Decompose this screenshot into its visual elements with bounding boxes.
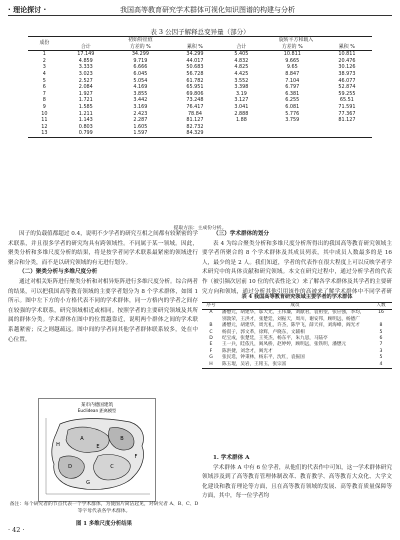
table3-subheader: 合计 bbox=[61, 44, 111, 51]
table-cell: B bbox=[209, 323, 213, 329]
table-cell: 2.527 bbox=[78, 77, 93, 84]
table-cell: 0.803 bbox=[78, 123, 93, 130]
table-row bbox=[28, 84, 372, 91]
table-cell: 44.017 bbox=[186, 57, 204, 64]
table-cell: 2 bbox=[42, 57, 46, 64]
table-cell: 61.782 bbox=[186, 77, 204, 84]
table-cell: 3.855 bbox=[133, 90, 148, 97]
table3-subheader: 合计 bbox=[220, 44, 263, 51]
table-cell: 7 bbox=[42, 90, 46, 97]
table-cell: 1.211 bbox=[78, 110, 93, 117]
table-cell: 2.888 bbox=[234, 110, 249, 117]
table-cell: 1.585 bbox=[78, 103, 93, 110]
table3-subheader: 方差的 % bbox=[263, 44, 322, 51]
table3-subheader: 方差的 % bbox=[111, 44, 170, 51]
table-cell bbox=[322, 130, 372, 137]
cluster-label-d: D bbox=[68, 464, 72, 470]
table-cell: 34.299 bbox=[131, 51, 149, 58]
figure1-mds-plot bbox=[38, 398, 156, 502]
table-cell: 81.127 bbox=[186, 117, 204, 124]
table4-col-members: 成员 bbox=[220, 303, 370, 310]
table-cell: 5 bbox=[379, 355, 383, 361]
table-cell: 6 bbox=[379, 336, 383, 342]
table-cell: 2.084 bbox=[78, 84, 93, 91]
figure1-caption: 图 1 多维尺度分析结果 bbox=[75, 521, 133, 527]
table-cell: 12 bbox=[41, 123, 48, 130]
table3 bbox=[28, 36, 372, 138]
table-cell: 潘懋元，胡建华，周光礼，许杰，陈学飞，薛天祥，刘海峰，阎光才 bbox=[222, 323, 360, 329]
table-cell: 1.721 bbox=[78, 97, 93, 104]
table-cell: 56.728 bbox=[186, 70, 204, 77]
table-cell: 王一兵，眭依凡，阎凤桥，赵婷婷，顾明远，张铁明，潘懋元 bbox=[222, 342, 347, 348]
table-cell: H bbox=[202, 362, 220, 369]
paragraph: 学术群体 A 中有 6 位学者，从他们的代表作中可知，这一学术群体研究领域涉及到了高等教育管理体制改革、教育教学、高等教育大众化、大学文化建设和教育理论等方面，且在高等教育领域的发展、高等教育质量保障等方面，其中，每一位学者均 bbox=[202, 464, 392, 500]
table-cell bbox=[322, 124, 372, 131]
section-heading: （二）聚类分析与多维尺度分析 bbox=[19, 269, 98, 276]
table-cell: 3.759 bbox=[285, 117, 300, 124]
table-cell: 7.104 bbox=[285, 77, 300, 84]
table-cell: 5.405 bbox=[234, 51, 249, 58]
section-label: · 理论探讨 · bbox=[8, 6, 47, 14]
table-cell: 13 bbox=[28, 130, 61, 137]
table-cell: 2.287 bbox=[133, 117, 148, 124]
cluster-label-a: A bbox=[80, 436, 84, 442]
table-cell: D bbox=[209, 336, 213, 342]
table-cell: 4.832 bbox=[234, 57, 249, 64]
table4-col-count: 人数 bbox=[370, 303, 392, 310]
table-cell: 17.149 bbox=[77, 51, 95, 58]
table-row bbox=[28, 130, 372, 137]
figure1-note: 备注：每个研究者的节点代表一个学术群体，为使图片简洁起见，对研究者 A、B、C、D 等字母代表各学术群体。 bbox=[9, 502, 199, 514]
table-cell: 76.417 bbox=[186, 103, 204, 110]
table-cell: 82.732 bbox=[186, 123, 204, 130]
table-cell: 59.255 bbox=[338, 90, 356, 97]
table-cell: 5.054 bbox=[133, 77, 148, 84]
table-cell: 9.719 bbox=[133, 57, 148, 64]
header-rule bbox=[8, 15, 392, 16]
cluster-label-c: C bbox=[110, 464, 114, 470]
table-row bbox=[28, 78, 372, 85]
table-cell: 69.806 bbox=[186, 90, 204, 97]
table-cell: 3.023 bbox=[78, 70, 93, 77]
table-cell: 3.442 bbox=[133, 97, 148, 104]
running-title: 我国高等教育研究学术群体可视化知识图谱的构建与分析 bbox=[120, 6, 295, 14]
table-cell: 6.666 bbox=[133, 64, 148, 71]
table3-note: 提取方法：主成份分析。 bbox=[173, 226, 227, 231]
table-cell: 4.859 bbox=[78, 57, 93, 64]
table-cell: 3.041 bbox=[234, 103, 249, 110]
table-cell: 张民选，钟秉林，杨东平，沈红，袁振国 bbox=[222, 355, 305, 361]
section-heading: （三）学术群体的划分 bbox=[213, 231, 269, 237]
table4-col-index: 序号 bbox=[202, 303, 220, 310]
table-cell: 7 bbox=[379, 342, 383, 348]
table-cell: 6.381 bbox=[285, 90, 300, 97]
table-cell: 3.169 bbox=[133, 103, 148, 110]
table3-subheader: 累积 % bbox=[170, 44, 220, 51]
table-cell: 81.127 bbox=[338, 117, 356, 124]
figure-title-en: Euclidean 距离模型 bbox=[77, 408, 117, 413]
table-cell: 84.329 bbox=[170, 130, 220, 137]
table4 bbox=[202, 302, 392, 369]
table-cell: 50.683 bbox=[186, 64, 204, 71]
table-cell: 4 bbox=[370, 362, 392, 369]
table-cell: 1.88 bbox=[235, 117, 247, 124]
table-cell bbox=[263, 130, 322, 137]
table-cell: 73.248 bbox=[186, 97, 204, 104]
table-cell: 10.811 bbox=[283, 51, 301, 58]
table-cell: 1 bbox=[42, 51, 46, 58]
table-cell: 4.425 bbox=[234, 70, 249, 77]
table-cell: 6.797 bbox=[285, 84, 300, 91]
table-cell: 2.423 bbox=[133, 110, 148, 117]
table-cell: E bbox=[209, 342, 213, 348]
table-cell: 34.299 bbox=[186, 51, 204, 58]
figure-title-cn: 某市内德国建筑 bbox=[80, 403, 114, 408]
table-cell: 8.847 bbox=[285, 70, 300, 77]
paragraph: 因子的负载值都超过 0.4，说明不少学者的研究互相之间都有较紧密的学术联系，并且很多学者的研究均具有跨领域性。不同属于某一领域。因此，聚类分析和多维尺度分析的结果，将是按学者同学术联系最紧密的领域进行聚合和分类，而不是以研究领域的有无进行划分。 bbox=[8, 231, 198, 266]
table-cell: 8 bbox=[42, 97, 46, 104]
table3-group-rotated: 旋转平方和载入 bbox=[220, 37, 372, 44]
table-cell: 6.255 bbox=[285, 97, 300, 104]
table-cell: 65.951 bbox=[186, 84, 204, 91]
table-row bbox=[28, 71, 372, 78]
table-cell: 4 bbox=[42, 70, 46, 77]
paragraph: 表 4 为综合聚类分析和多维尺度分析所得出的我国高等教育研究领域主要学者所聚合的 8 个学术群体及其成员列表，其中成员人数最多的是 16 人，最少的是 2 人。我们知道，学者的代表作在很大程度上可以反映学者学术研究中的具体贡献和研究领域。本文在研究过程中，通过分析学者的代表作（被引频次居前 10 位的代表性论文）来了解各学术群体及其学者的主要研究方向和领域，通过分析其他引用该作的高被来了解学术群体中不同学者研 bbox=[202, 240, 392, 295]
table-cell: 9.65 bbox=[286, 64, 298, 71]
table-cell: 71.591 bbox=[338, 103, 356, 110]
table-cell: 77.367 bbox=[338, 110, 356, 117]
page-number: · 42 · bbox=[8, 526, 25, 534]
table-cell: 20.476 bbox=[338, 57, 356, 64]
table-cell bbox=[220, 130, 263, 137]
right-text-continued bbox=[202, 454, 392, 502]
table-row bbox=[28, 58, 372, 65]
cluster-label-f: F bbox=[134, 454, 138, 460]
table3-group-initial: 初始特征值 bbox=[61, 37, 220, 44]
table-cell: 4.169 bbox=[133, 84, 148, 91]
table3-subheader: 累积 % bbox=[322, 44, 372, 51]
table-cell: 潘懋元，胡建华，邬大光，王伟廉，刘献君，袁祖望，张应强，李均，别敦荣，王洪才，张楚廷，刘振天，周川，谢安邦，顾明远，杨德广 bbox=[222, 310, 365, 322]
table-cell: 5 bbox=[42, 77, 46, 84]
table-cell: 6.045 bbox=[133, 70, 148, 77]
table3-caption: 表 3 公因子解释总变异量（部分） bbox=[150, 28, 250, 36]
table-cell: 38.973 bbox=[338, 70, 356, 77]
table-cell: 5.776 bbox=[285, 110, 300, 117]
table-row bbox=[28, 91, 372, 98]
table-row bbox=[28, 111, 372, 118]
paragraph: 通过对相关矩阵进行聚类分析和对相异矩阵进行多维尺度分析。综合两者的结果，可以把我国高等教育领域的主要学者划分为 8 个学术群体，如图 1 所示。图中左下方的小方格代表不同的学术群体，同一方格内的学者之间存在较强的学术联系，研究领域相近或相同。按照学者的主要研究领域及其所属的群体分类。学术群体在图中的位置越靠近，说明两个群体之间的学术联系越紧密；反之则越疏远。图中间的学者同其他学者群体联系较多，处在中心位置。 bbox=[8, 278, 199, 343]
table-row bbox=[28, 124, 372, 131]
table-cell: 65.51 bbox=[339, 97, 354, 104]
table-cell: 9.665 bbox=[285, 57, 300, 64]
table-cell: 陈洪捷，刘念才，阎光才 bbox=[222, 348, 273, 354]
table-cell: G bbox=[209, 355, 213, 361]
table-cell: 6 bbox=[42, 84, 46, 91]
table-cell: 0.799 bbox=[61, 130, 111, 137]
table-cell: 1.597 bbox=[111, 130, 170, 137]
cluster-label-g: G bbox=[86, 480, 90, 486]
table-row bbox=[28, 117, 372, 124]
right-text-column bbox=[202, 230, 392, 296]
table-cell: 8 bbox=[379, 323, 383, 329]
table-cell: 杨叔子，郭文革，徐辉，卢晓东，文辅相 bbox=[222, 329, 305, 335]
table-cell: 10 bbox=[41, 110, 48, 117]
table-cell bbox=[220, 124, 263, 131]
table-cell: 1.143 bbox=[78, 117, 93, 124]
cluster-label-h: H bbox=[56, 442, 60, 448]
cluster-label-b: B bbox=[120, 436, 124, 442]
section-heading: 1. 学术群体 A bbox=[213, 455, 250, 461]
table-cell: 陈玉琨，吴岩，王铭玉，张宗富 bbox=[220, 362, 370, 369]
table-cell: 4.825 bbox=[234, 64, 249, 71]
table-cell: 3.398 bbox=[234, 84, 249, 91]
table-cell: 9 bbox=[42, 103, 46, 110]
table-cell bbox=[263, 124, 322, 131]
table-cell: F bbox=[209, 348, 213, 354]
table-cell: 纪宝成，张楚廷，王英杰，杨东平，朱九思，马陆亭 bbox=[222, 336, 328, 342]
table-cell: 6.081 bbox=[285, 103, 300, 110]
table-cell: 16 bbox=[378, 310, 384, 316]
table-cell: 78.84 bbox=[187, 110, 202, 117]
table-row bbox=[28, 51, 372, 58]
table-cell: 46.077 bbox=[338, 77, 356, 84]
cluster-region-outer bbox=[52, 419, 144, 490]
table4-title: 表 4 我国高等教育研究领域主要学者的学术群体 bbox=[241, 294, 353, 300]
table-row bbox=[28, 97, 372, 104]
table-cell: C bbox=[209, 329, 213, 335]
table-cell: 1.605 bbox=[133, 123, 148, 130]
table-cell: 3 bbox=[379, 348, 383, 354]
table-cell: 3.552 bbox=[234, 77, 249, 84]
table-cell: 1.927 bbox=[78, 90, 93, 97]
table-cell: 3 bbox=[42, 64, 46, 71]
table-row bbox=[28, 64, 372, 71]
table-cell: 30.126 bbox=[338, 64, 356, 71]
table-cell: 3.333 bbox=[78, 64, 93, 71]
table-row bbox=[28, 104, 372, 111]
table-cell: 3.19 bbox=[235, 90, 247, 97]
table-cell: 52.874 bbox=[338, 84, 356, 91]
table-row bbox=[202, 362, 392, 369]
cluster-label-e: E bbox=[96, 444, 100, 450]
table-cell: 11 bbox=[41, 117, 48, 124]
table-cell: A bbox=[209, 310, 213, 316]
table-cell: 5 bbox=[379, 329, 383, 335]
table-cell: 3.127 bbox=[234, 97, 249, 104]
table3-col-component: 成份 bbox=[28, 37, 61, 51]
table-row bbox=[202, 310, 392, 323]
left-text-column bbox=[8, 230, 198, 345]
table-cell: 10.811 bbox=[338, 51, 356, 58]
